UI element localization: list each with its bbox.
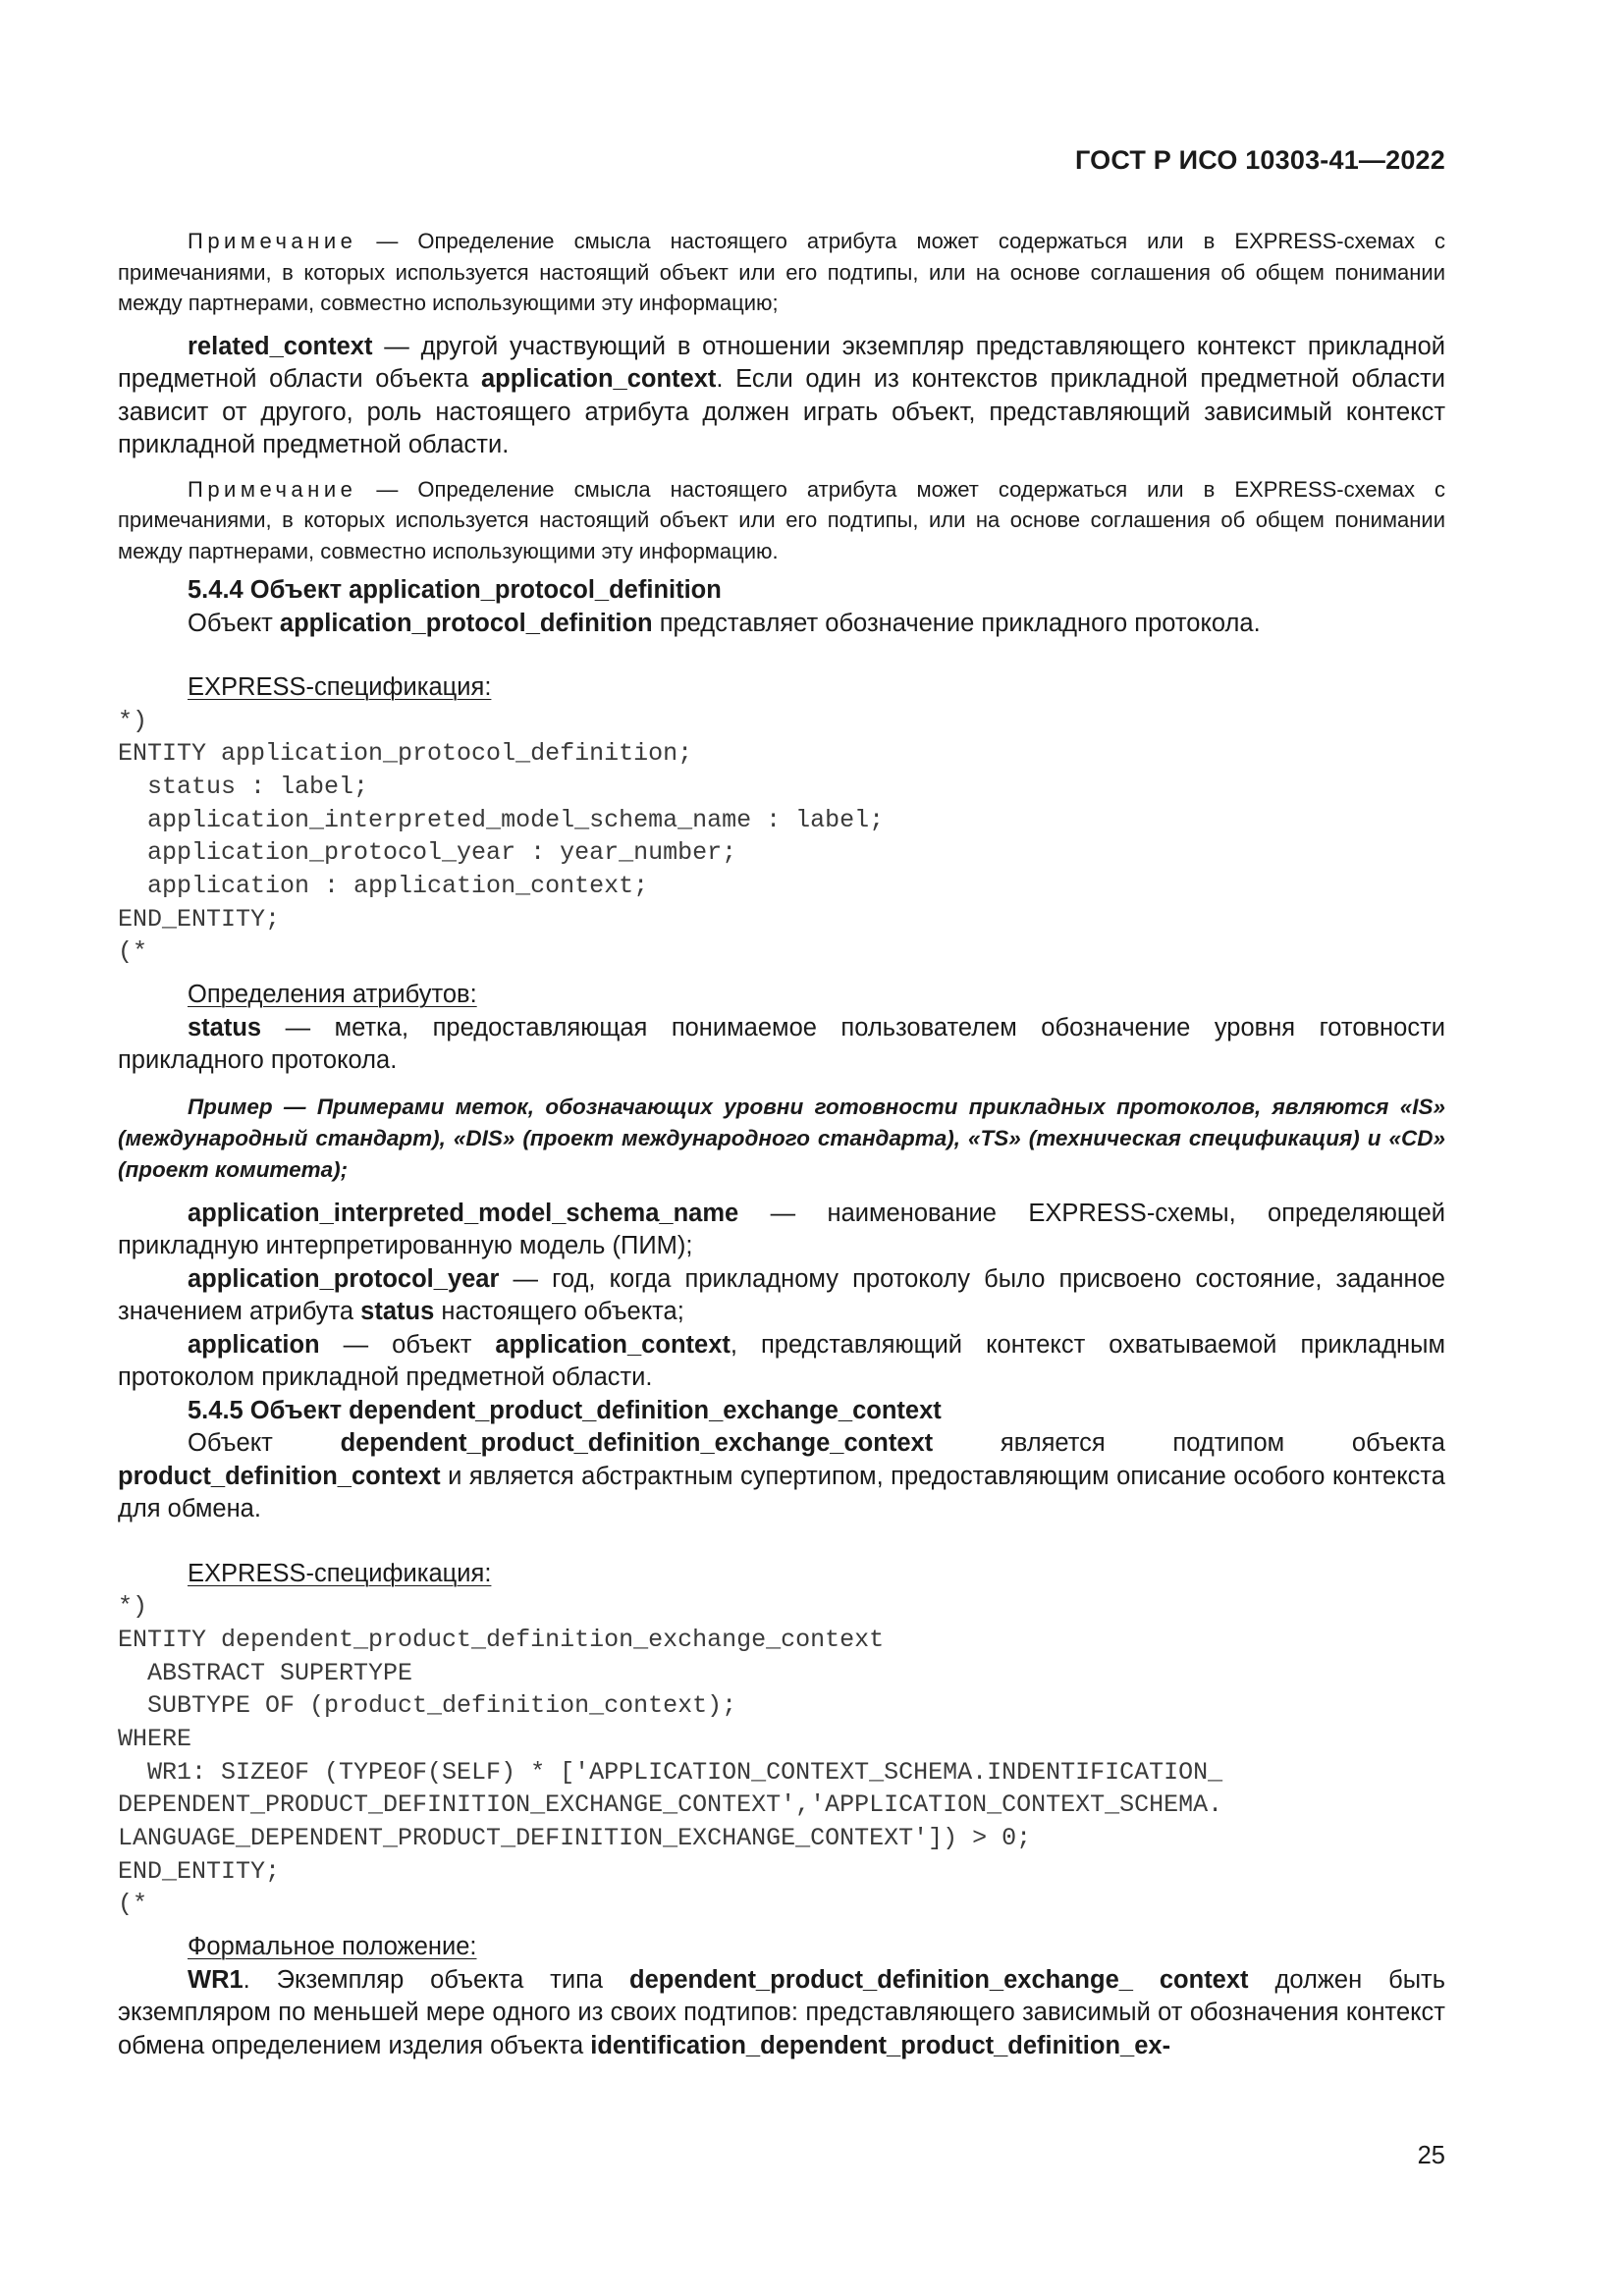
wr1-rule-text: WR1. Экземпляр объекта типа dependent_product_definition_exchange_ context должен быть экземпляром по меньшей мере одного из своих подтипов: представляющего зависимый от обозначения контекст обмена определением изделия объекта identification_dependent_product_definition_ex- [118,1965,1445,2059]
example-paragraph: Пример — Примерами меток, обозначающих уровни готовности прикладных протоколов, являются «IS» (международный стандарт), «DIS» (проект международного стандарта), «TS» (техническая спецификация) и «CD» (проект комитета); [118,1094,1445,1182]
formal-statement-label: Формальное положение: [188,1933,477,1961]
note-label: Примечание [188,476,357,502]
application-definition: application — объект application_context, представляющий контекст охватываемой прикладным протоколом прикладной предметной области. [118,1330,1445,1392]
document-page [118,0,1445,2296]
related-context-definition: related_context — другой участвующий в отношении экземпляр представляющего контекст прикладной предметной области объекта application_context. Если один из контекстов прикладной предметной области зависит от другого, роль настоящего атрибута должен играть объект, представляющий зависимый контекст прикладной предметной области. [118,332,1445,458]
section-5-4-4-intro: Объект application_protocol_definition представляет обозначение прикладного протокола. [188,609,1261,637]
express-code-block-2: *) ENTITY dependent_product_definition_exchange_context ABSTRACT SUPERTYPE SUBTYPE OF (product_definition_context); WHERE WR1: SIZEOF (TYPEOF(SELF) * ['APPLICATION_CONTEXT_SCHEMA.INDENTIFICATION_ DEPENDENT_PRODUCT_DEFINITION_EXCHANGE_CONTEXT','APPLICATION_CONTEXT_SCHEMA. LANGUAGE_DEPENDENT_PRODUCT_DEFINITION_EXCHANGE_CONTEXT']) > 0; END_ENTITY; (* [118,1592,1223,1919]
section-5-4-5-heading: 5.4.5 Объект dependent_product_definition_exchange_context [188,1396,942,1424]
page-content [118,226,1445,2062]
attribute-definitions-label: Определения атрибутов: [188,981,477,1009]
section-5-4-5-intro: Объект dependent_product_definition_exchange_context является подтипом объекта product_definition_context и является абстрактным супертипом, предоставляющим описание особого контекста для обмена. [118,1429,1445,1523]
note-1: Примечание — Определение смысла настоящего атрибута может содержаться или в EXPRESS-схемах с примечаниями, в которых используется настоящий объект или его подтипы, или на основе соглашения об общем понимании между партнерами, совместно использующими эту информацию; [118,229,1445,315]
express-spec-label-2: EXPRESS-спецификация: [188,1559,492,1587]
aims-name-definition: application_interpreted_model_schema_name — наименование EXPRESS-схемы, определяющей прикладную интерпретированную модель (ПИМ); [118,1199,1445,1260]
page-number: 25 [1417,2142,1445,2169]
document-id-header: ГОСТ Р ИСО 10303-41—2022 [1075,145,1445,175]
section-5-4-4-heading: 5.4.4 Объект application_protocol_definition [188,576,722,604]
note-label: Примечание [188,229,357,253]
note-2: Примечание — Определение смысла настоящего атрибута может содержаться или в EXPRESS-схемах с примечаниями, в которых используется настоящий объект или его подтипы, или на основе соглашения об общем понимании между партнерами, совместно использующими эту информацию. [118,476,1445,563]
express-spec-label-1: EXPRESS-спецификация: [188,673,492,701]
status-definition: status — метка, предоставляющая понимаемое пользователем обозначение уровня готовности прикладного протокола. [118,1013,1445,1075]
protocol-year-definition: application_protocol_year — год, когда прикладному протоколу было присвоено состояние, заданное значением атрибута status настоящего объекта; [118,1264,1445,1326]
express-code-block-1: *) ENTITY application_protocol_definition; status : label; application_interpreted_model_schema_name : label; application_protocol_year : year_number; application : application_context; END_ENTITY; (* [118,706,885,967]
